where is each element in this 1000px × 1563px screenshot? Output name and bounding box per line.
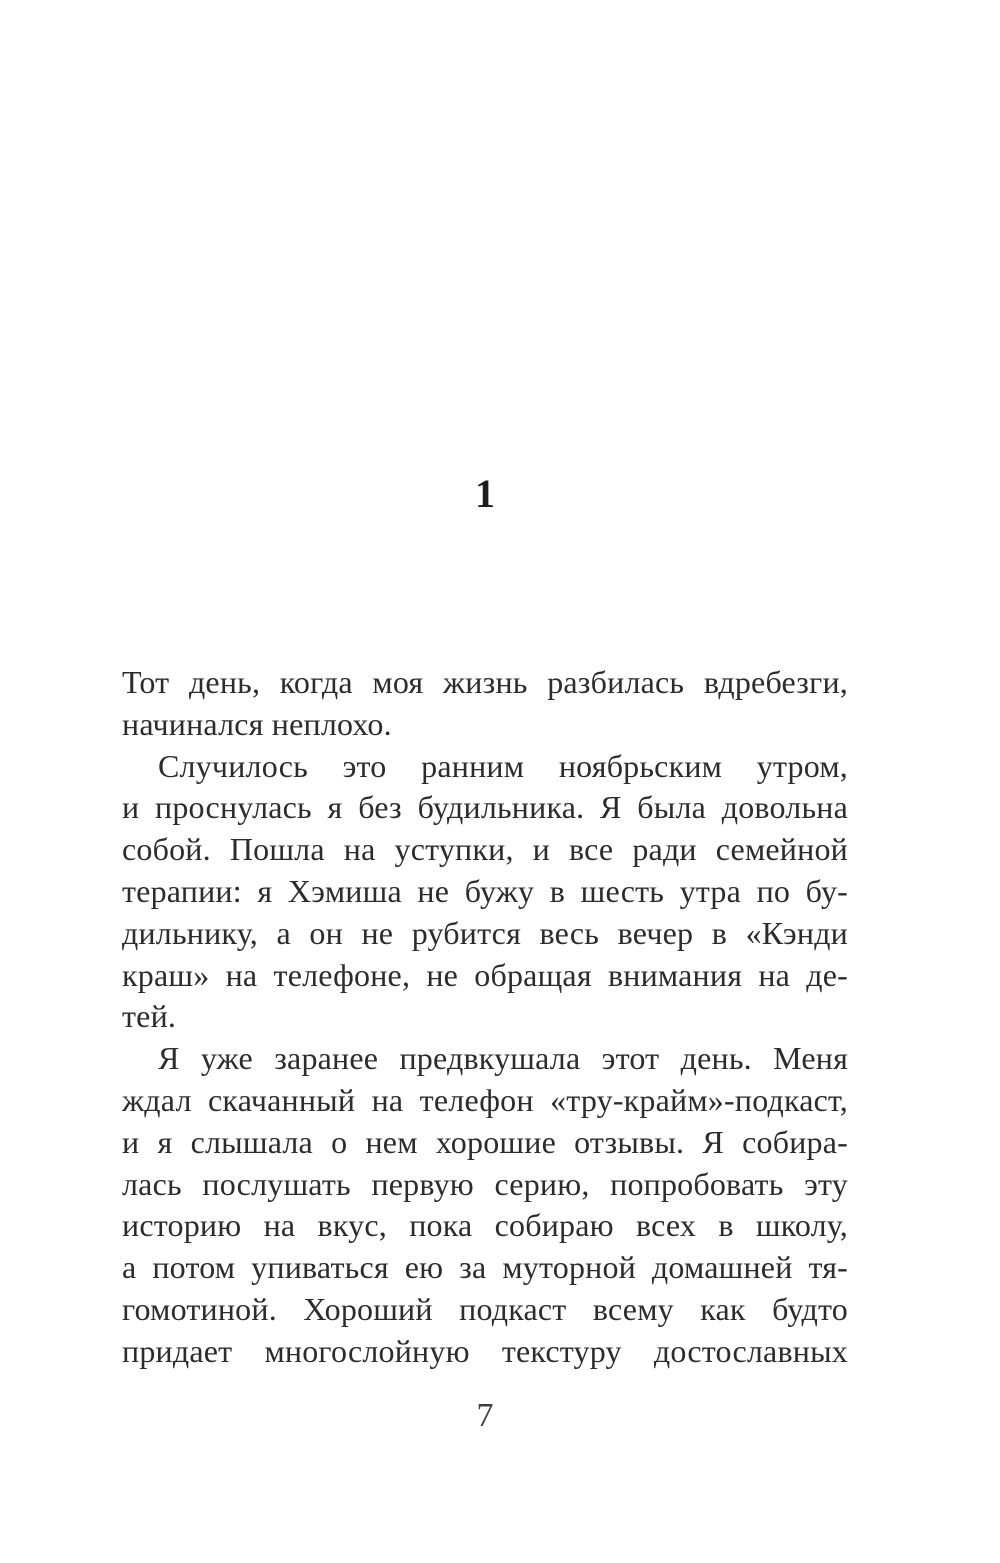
chapter-number: 1 (475, 471, 495, 516)
paragraph (122, 1038, 848, 1372)
text-line: краш» на телефоне, не обращая внимания на де- (122, 956, 848, 993)
text-line: Тот день, когда моя жизнь разбилась вдребезги, (122, 664, 848, 700)
text-line: и я слышала о нем хорошие отзывы. Я собира- (122, 1123, 848, 1160)
text-line: придает многослойную текстуру достославных (122, 1332, 848, 1369)
text-line: Я уже заранее предвкушала этот день. Меня (158, 1040, 848, 1077)
text-line: дильнику, а он не рубится весь вечер в «Кэнди (122, 914, 848, 951)
text-line: собой. Пошла на уступки, и все ради семейной (122, 831, 848, 868)
text-line: а потом упиваться ею за муторной домашней тя- (122, 1249, 848, 1286)
text-line: тей. (122, 998, 177, 1035)
text-line: лась послушать первую серию, попробовать эту (122, 1165, 848, 1202)
text-line: терапии: я Хэмиша не бужу в шесть утра по бу- (122, 872, 848, 909)
text-line: и проснулась я без будильника. Я была довольна (122, 789, 848, 826)
body-text (122, 662, 848, 1373)
text-line: ждал скачанный на телефон «тру-крайм»-подкаст, (122, 1081, 848, 1118)
text-line: гомотиной. Хороший подкаст всему как будто (122, 1290, 848, 1327)
paragraph (122, 746, 848, 1039)
page-number: 7 (476, 1397, 494, 1434)
text-line: Случилось это ранним ноябрьским утром, (158, 747, 848, 784)
text-line: начинался неплохо. (122, 705, 392, 742)
text-line: историю на вкус, пока собираю всех в школу, (122, 1207, 848, 1244)
paragraph (122, 662, 848, 746)
